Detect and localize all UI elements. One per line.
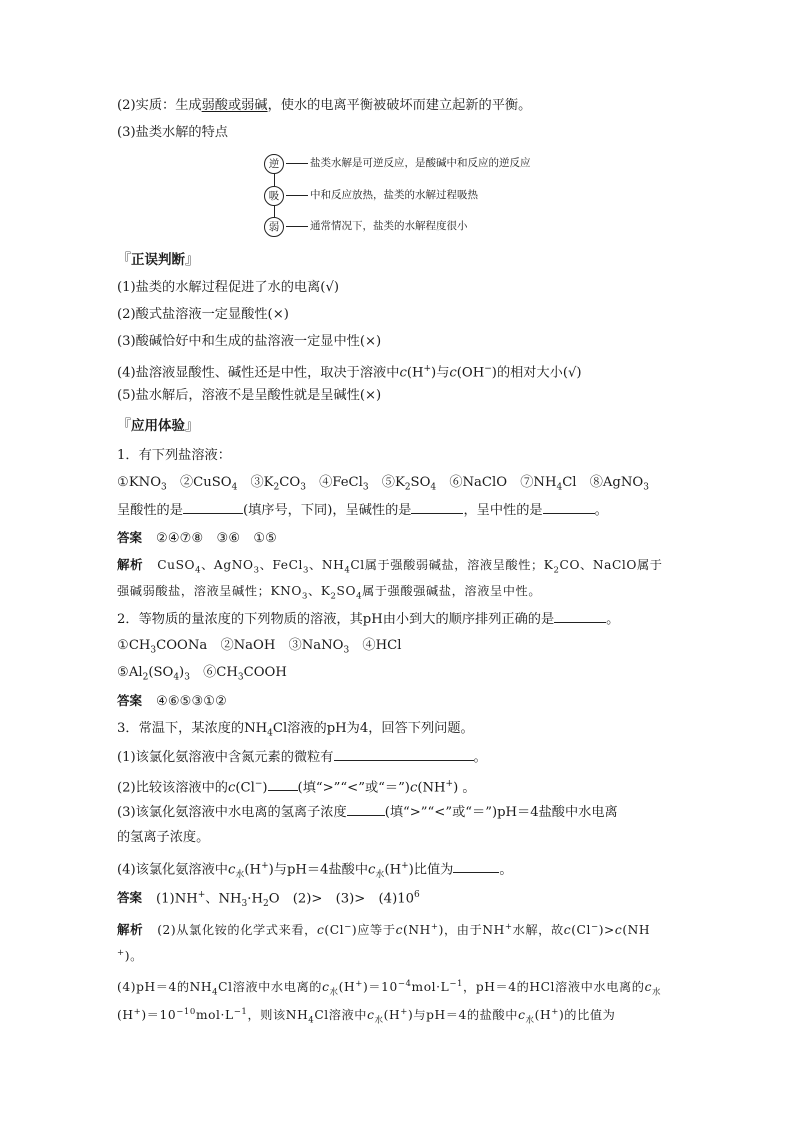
q3-stem: 3．常温下，某浓度的$NH_4Cl$溶液的pH为4，回答下列问题。 xyxy=(117,721,474,739)
q2-stem: 2．等物质的量浓度的下列物质的溶液，其pH由小到大的顺序排列正确的是 。 xyxy=(117,612,620,627)
heading-application: 『应用体验』 xyxy=(117,418,199,434)
node-reversible-text: 盐类水解是可逆反应，是酸碱中和反应的逆反应 xyxy=(310,157,531,169)
q3-explanation-1: 解析 (2)从氯化铵的化学式来看，c(Cl−)应等于c(NH+)，由于NH+水解，故c(Cl−)>c(NH xyxy=(117,922,651,938)
q1-explanation-2: 强碱弱酸盐，溶液呈碱性；$KNO_3$、$K_2SO_4$属于强酸强碱盐，溶液呈中性。 xyxy=(117,584,542,602)
hydrolysis-features-diagram xyxy=(264,152,544,234)
q1-fill-line: 呈酸性的是 (填序号，下同)，呈碱性的是 ，呈中性的是 。 xyxy=(117,503,608,518)
answer-blank[interactable] xyxy=(347,803,385,816)
heading-true-false: 『正误判断』 xyxy=(117,252,199,268)
judge-item-5: (5)盐水解后，溶液不是呈酸性就是呈碱性(×) xyxy=(117,388,382,403)
diagram-dash xyxy=(286,163,308,164)
answer-blank[interactable] xyxy=(268,778,298,791)
node-weak-text: 通常情况下，盐类的水解程度很小 xyxy=(310,220,468,232)
judge-item-2: (2)酸式盐溶液一定显酸性(×) xyxy=(117,307,289,322)
judge-item-1: (1)盐类的水解过程促进了水的电离(√) xyxy=(117,280,339,295)
answer-blank[interactable] xyxy=(453,860,499,873)
q1-answer: 答案 ②④⑦⑧ ③⑥ ①⑤ xyxy=(117,530,277,546)
answer-blank[interactable] xyxy=(183,501,243,514)
node-weak: 弱 xyxy=(264,217,284,237)
q3-explanation-2: (4)pH＝4的$NH_4Cl$溶液中水电离的$c_水(H^+)=10^{-4}mol\cdot L^{-1}$，pH＝4的HCl溶液中水电离的$c_水$ xyxy=(117,979,662,998)
diagram-dash xyxy=(286,195,308,196)
judge-item-4: (4)盐溶液显酸性、碱性还是中性，取决于溶液中c(H+)与c(OH−)的相对大小(√) xyxy=(117,364,582,381)
essence-underlined: 弱酸或弱碱 xyxy=(201,98,268,113)
essence-line xyxy=(117,97,531,115)
q1-stem: 1．有下列盐溶液： xyxy=(117,448,231,463)
q2-answer: 答案 ④⑥⑤③①② xyxy=(117,693,227,709)
answer-blank[interactable] xyxy=(334,748,474,761)
q2-options-1: $①CH_3COONa$ ②NaOH ③NaNO$_3$ ④HCl xyxy=(117,638,402,656)
q3-part2: (2)比较该溶液中的c(Cl−) (填“>”“<”或“＝”)c(NH+) 。 xyxy=(117,779,476,796)
q3-part4: (4)该氯化氨溶液中$c_水(H^+)$与pH＝4盐酸中$c_水(H^+)$比值为 。 xyxy=(117,861,513,881)
q3-explanation-1b: +)。 xyxy=(117,948,143,964)
essence-rest: ，使水的电离平衡被破坏而建立起新的平衡。 xyxy=(267,98,532,113)
q1-options: $①KNO_3$ ②CuSO$_4$ $③K_2CO_3$ ④FeCl$_3$ $⑤K_2SO_4$ ⑥NaClO $⑦NH_4Cl$ ⑧AgNO$_3$ xyxy=(117,475,649,493)
answer-blank[interactable] xyxy=(554,610,606,623)
judge-item-3: (3)酸碱恰好中和生成的盐溶液一定显中性(×) xyxy=(117,334,382,349)
features-title: (3)盐类水解的特点 xyxy=(117,125,228,140)
answer-blank[interactable] xyxy=(543,501,595,514)
heading-true-false-text: 正误判断 xyxy=(131,252,185,268)
q3-answer: 答案 (1)NH+、$NH_3\cdot H_2O$ (2)> (3)> $(4)10^6$ xyxy=(117,890,420,910)
q1-explanation-1: 解析 CuSO$_4$、AgNO$_3$、FeCl$_3$、$NH_4Cl$属于强酸弱碱盐，溶液呈酸性；$K_2CO$、NaClO属于 xyxy=(117,557,663,576)
q3-explanation-3: $(H^+)=10^{-10}mol\cdot L^{-1}$，则该$NH_4Cl$溶液中$c_水(H^+)$与pH＝4的盐酸中$c_水(H^+)$的比值为 xyxy=(117,1007,616,1026)
q3-part3a: (3)该氯化氨溶液中水电离的氢离子浓度 (填“>”“<”或“＝”)pH＝4盐酸中水电离 xyxy=(117,805,618,820)
node-endothermic: 吸 xyxy=(264,186,284,206)
node-endothermic-text: 中和反应放热，盐类的水解过程吸热 xyxy=(310,189,478,201)
heading-application-text: 应用体验 xyxy=(131,418,185,434)
q3-part3b: 的氢离子浓度。 xyxy=(117,830,210,845)
node-reversible: 逆 xyxy=(264,154,284,174)
diagram-connector xyxy=(274,172,275,186)
q2-options-2: $⑤Al_2(SO_4)_3$ $⑥CH_3COOH$ xyxy=(117,665,287,683)
diagram-connector xyxy=(274,204,275,218)
essence-label: (2)实质：生成 xyxy=(117,98,202,113)
answer-blank[interactable] xyxy=(411,501,463,514)
q3-part1: (1)该氯化氨溶液中含氮元素的微粒有 。 xyxy=(117,750,487,765)
diagram-dash xyxy=(286,226,308,227)
